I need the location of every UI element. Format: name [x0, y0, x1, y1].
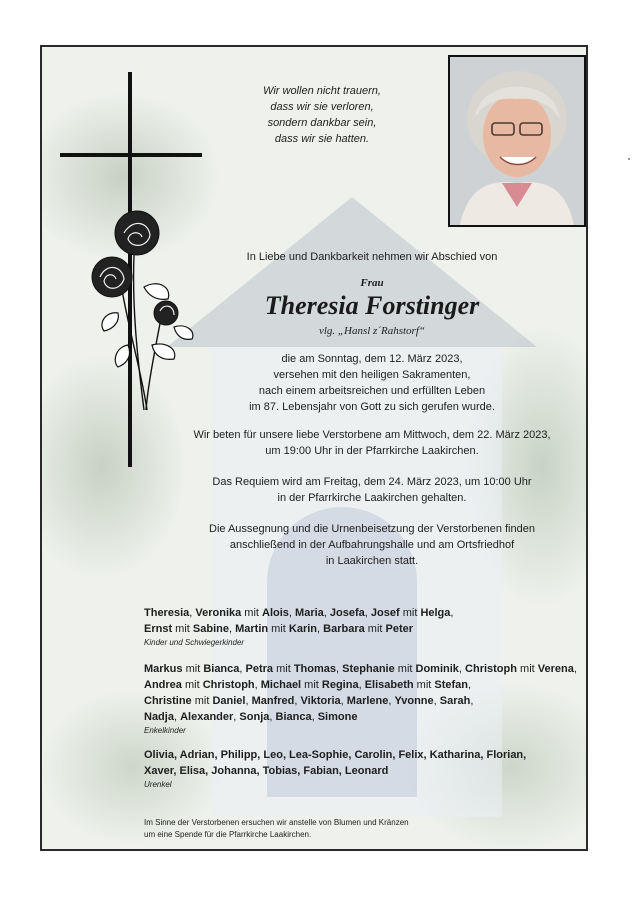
family-name: Thomas [293, 663, 337, 675]
family-name: Sarah [439, 695, 471, 707]
text-line: anschließend in der Aufbahrungshalle und am Ortsfriedhof [229, 539, 515, 551]
alias: vlg. „Hansl z´Rahstorf“ [318, 325, 426, 337]
text-line: versehen mit den heiligen Sakramenten, [273, 369, 471, 381]
connector-text: , [470, 695, 474, 707]
group-role: Enkelkinder [144, 726, 186, 735]
family-name: Simone [317, 711, 358, 723]
family-name: Barbara [323, 623, 365, 635]
connector-text: , [358, 679, 365, 691]
connector-text: , [269, 711, 276, 723]
family-name: Sabine [192, 623, 229, 635]
connector-text: , [294, 695, 301, 707]
death-notice [162, 351, 582, 415]
group-role: Urenkel [144, 780, 172, 789]
family-name: Peter [385, 623, 414, 635]
family-name: Maria [295, 607, 324, 619]
burial-notice [162, 521, 582, 569]
connector-text: mit [191, 695, 213, 707]
connector-text: , [573, 663, 577, 675]
connector-text: mit [172, 623, 193, 635]
connector-text: , [323, 607, 330, 619]
connector-text: , [254, 679, 261, 691]
salutation: Frau [360, 277, 384, 289]
family-name: Stefan [434, 679, 469, 691]
connector-text: , [364, 607, 371, 619]
text-line: in der Pfarrkirche Laakirchen gehalten. [277, 492, 467, 504]
poem [242, 83, 402, 147]
family-name: Christoph [465, 663, 517, 675]
intro-text: In Liebe und Dankbarkeit nehmen wir Abschied von [246, 251, 498, 263]
text-line: die am Sonntag, dem 12. März 2023, [281, 353, 463, 365]
connector-text: , [336, 663, 343, 675]
family-name: Alexander [180, 711, 234, 723]
text-line: im 87. Lebensjahr von Gott zu sich gerufen wurde. [249, 401, 495, 413]
family-line [144, 747, 584, 763]
family-line [144, 709, 584, 725]
family-name: Bianca [203, 663, 240, 675]
connector-text: , [189, 607, 196, 619]
cross-bar [60, 153, 202, 157]
prayer-notice [162, 427, 582, 459]
family-lines [144, 605, 584, 637]
family-name: Manfred [251, 695, 295, 707]
family-name: Alois [262, 607, 289, 619]
poem-line: dass wir sie hatten. [274, 133, 370, 145]
family-name: Josefa [329, 607, 365, 619]
connector-text: mit [301, 679, 322, 691]
family-name: Dominik [415, 663, 459, 675]
family-name: Josef [370, 607, 400, 619]
family-name: Petra [245, 663, 274, 675]
family-name: Theresia [144, 607, 190, 619]
family-name: Marlene [346, 695, 389, 707]
text-line: nach einem arbeitsreichen und erfüllten Leben [258, 385, 486, 397]
family-name: Christoph [202, 679, 255, 691]
family-name: Andrea [144, 679, 182, 691]
text-line: Die Aussegnung und die Urnenbeisetzung der Verstorbenen finden [209, 523, 535, 535]
portrait-photo [448, 55, 586, 227]
family-name: Regina [321, 679, 359, 691]
connector-text: mit [394, 663, 416, 675]
family-name: Verena [537, 663, 574, 675]
connector-text: mit [273, 663, 294, 675]
connector-text: , [288, 607, 296, 619]
family-name: Ernst [144, 623, 173, 635]
connector-text: mit [182, 663, 204, 675]
group-role: Kinder und Schwiegerkinder [144, 638, 245, 647]
connector-text: , [468, 679, 472, 691]
family-name: Olivia, Adrian, Philipp, Leo, Lea-Sophie, Carolin, Felix, Katharina, Florian, [144, 749, 527, 761]
connector-text: , [173, 711, 181, 723]
family-name: Nadja [144, 711, 174, 723]
deceased-name: Theresia Forstinger [264, 291, 480, 320]
family-name: Martin [235, 623, 269, 635]
poem-line: dass wir sie verloren, [270, 101, 374, 113]
family-lines [144, 661, 584, 725]
family-name: Bianca [275, 711, 312, 723]
connector-text: mit [364, 623, 386, 635]
family-line [144, 677, 584, 693]
poem-line: sondern dankbar sein, [267, 117, 377, 129]
connector-text: , [433, 695, 440, 707]
connector-text: , [458, 663, 466, 675]
connector-text: , [311, 711, 318, 723]
text-line: Das Requiem wird am Freitag, dem 24. März 2023, um 10:00 Uhr [212, 476, 532, 488]
family-name: Stephanie [342, 663, 395, 675]
great-grandchildren-group [144, 747, 584, 791]
connector-text: , [317, 623, 324, 635]
connector-text: mit [181, 679, 203, 691]
connector-text: mit [268, 623, 289, 635]
connector-text: , [388, 695, 395, 707]
family-name: Xaver, Elisa, Johanna, Tobias, Fabian, Leonard [144, 765, 389, 777]
family-name: Veronika [195, 607, 242, 619]
connector-text: , [450, 607, 454, 619]
family-line [144, 763, 584, 779]
page-mark [628, 158, 630, 160]
connector-text: , [245, 695, 252, 707]
text-line: um eine Spende für die Pfarrkirche Laakirchen. [144, 830, 312, 839]
donation-note [144, 817, 564, 841]
grandchildren-group [144, 661, 584, 737]
family-line [144, 621, 584, 637]
text-line: Im Sinne der Verstorbenen ersuchen wir anstelle von Blumen und Kränzen [144, 818, 409, 827]
text-line: um 19:00 Uhr in der Pfarrkirche Laakirchen. [265, 445, 479, 457]
family-name: Viktoria [300, 695, 341, 707]
connector-text: mit [413, 679, 435, 691]
family-lines [144, 747, 584, 779]
poem-line: Wir wollen nicht trauern, [263, 85, 381, 97]
family-line [144, 693, 584, 709]
family-name: Christine [144, 695, 192, 707]
connector-text: mit [516, 663, 538, 675]
connector-text: , [228, 623, 236, 635]
connector-text: mit [399, 607, 421, 619]
text-line: Wir beten für unsere liebe Verstorbene am Mittwoch, dem 22. März 2023, [193, 429, 551, 441]
family-name: Sonja [239, 711, 270, 723]
connector-text: , [233, 711, 240, 723]
family-name: Elisabeth [364, 679, 414, 691]
text-line: in Laakirchen statt. [325, 555, 419, 567]
connector-text: , [340, 695, 347, 707]
family-line [144, 661, 584, 677]
family-name: Karin [288, 623, 318, 635]
family-line [144, 605, 584, 621]
obituary-card [40, 45, 588, 851]
family-name: Daniel [212, 695, 246, 707]
requiem-notice [162, 474, 582, 506]
family-name: Yvonne [394, 695, 434, 707]
family-name: Michael [260, 679, 302, 691]
connector-text: , [239, 663, 246, 675]
family-name: Markus [144, 663, 183, 675]
connector-text: mit [241, 607, 263, 619]
children-group [144, 605, 584, 649]
family-name: Helga [420, 607, 451, 619]
